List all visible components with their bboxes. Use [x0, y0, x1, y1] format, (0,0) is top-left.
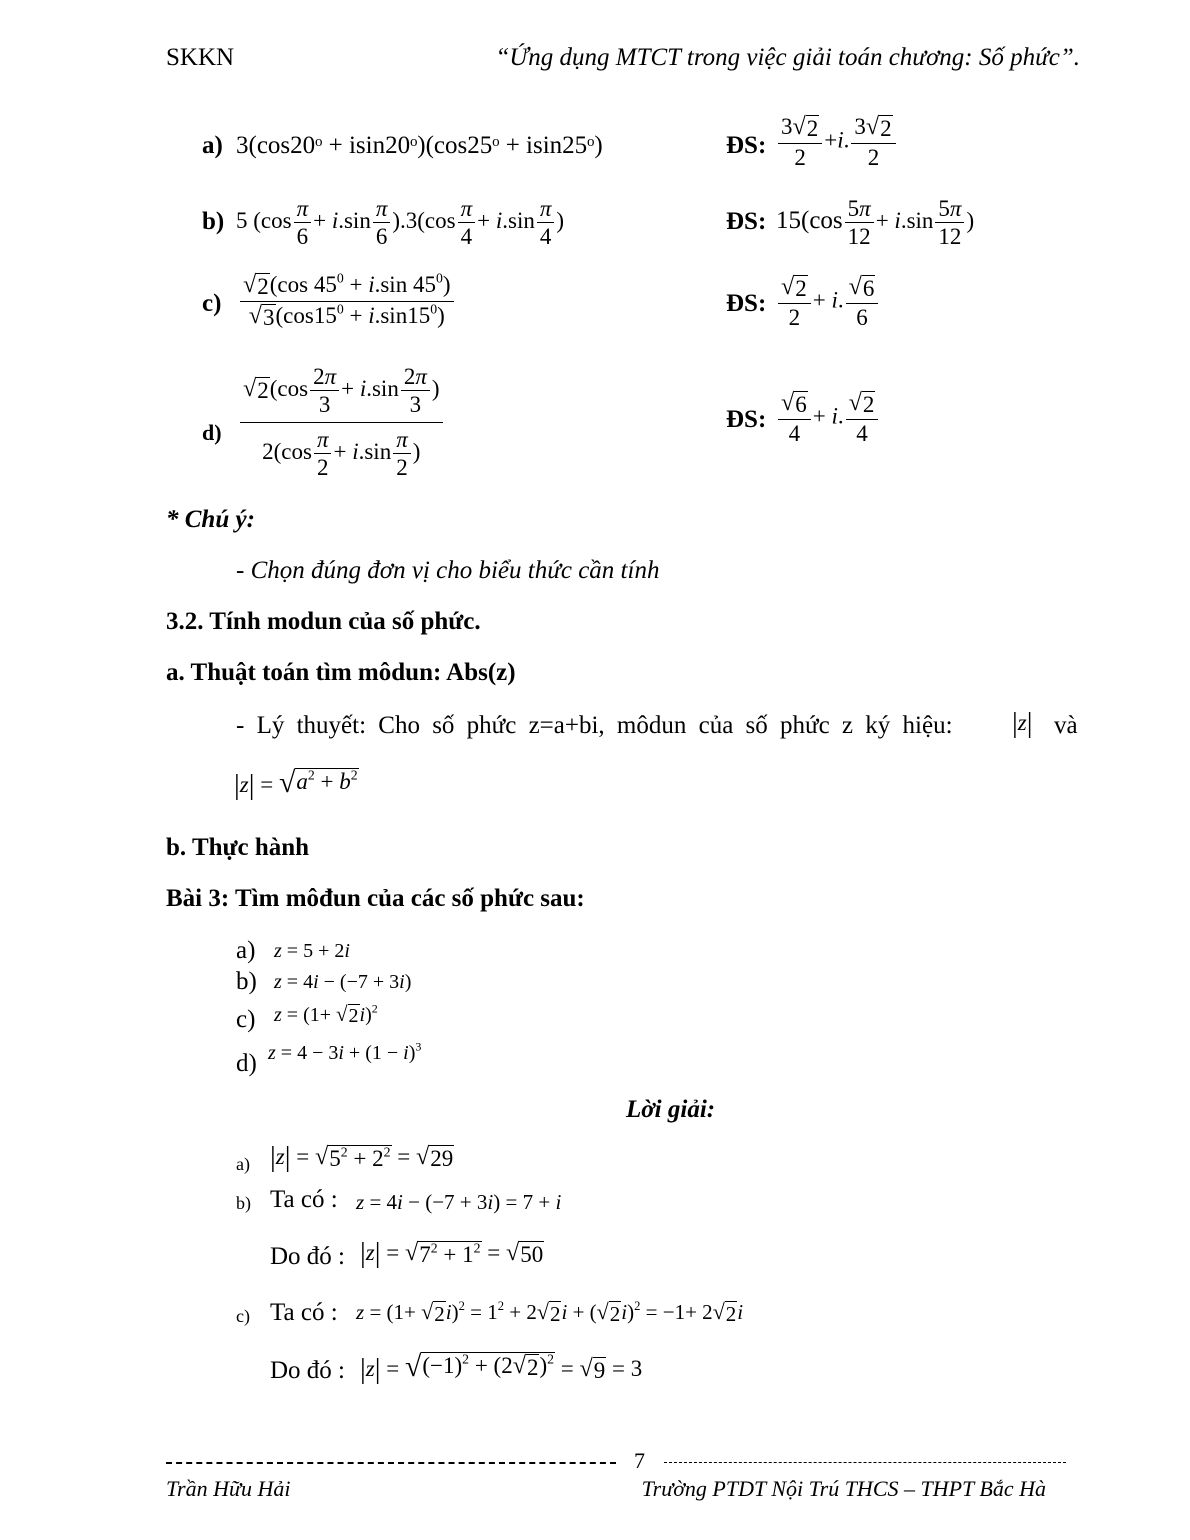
bai3-item-c-label: c) [236, 1006, 256, 1033]
exercise-b-label: b) [202, 208, 225, 235]
footer-rule-left [166, 1462, 616, 1464]
subsection-a-heading: a. Thuật toán tìm môdun: Abs(z) [166, 659, 516, 686]
bai3-item-a-expression: z = 5 + 2i [274, 940, 350, 962]
bai3-item-c-expression: z = (1+ √ 2 i)$^2$ [274, 1001, 378, 1027]
theory-modulus-symbol: |z| [1012, 707, 1033, 739]
answer-c-label: ĐS: [726, 290, 767, 317]
bai3-item-b-label: b) [236, 968, 257, 995]
bai3-item-b-expression: z = 4i − (−7 + 3i) [274, 971, 412, 993]
exercise-a-label: a) [202, 132, 223, 159]
modulus-formula: |z| = √ $a^2 + b^2$ [234, 766, 358, 801]
answer-b-label: ĐS: [726, 208, 767, 235]
note-line: - Chọn đúng đơn vị cho biểu thức cần tính [236, 557, 660, 584]
solution-c-do-do: Do đó : [270, 1357, 345, 1384]
solution-a-expression: |z| = √ $5^2 + 2^2$ = √ 29 [270, 1141, 454, 1173]
solution-b-label: b) [236, 1193, 251, 1213]
solution-c-ta-co: Ta có : [270, 1299, 338, 1326]
bai3-item-d-label: d) [236, 1050, 257, 1077]
exercise-b-expression: 5 (cos $\frac{\pi}{6}$ + i.sin $\frac{\pi}{6}$ ).3(cos $\frac{\pi}{4}$ + i.sin $\frac{\pi}{4}$ ) [236, 196, 565, 250]
exercise-c-label: c) [202, 290, 222, 317]
solution-c-modulus: |z| = √ $(-1)^2 + (2$ √ 2 )$^2$ = √ 9 = 3 [360, 1350, 643, 1385]
solution-c-expression: z = (1+ √ 2 $i)^2 = 1^2 + 2$ √ 2 i + ( √ 2 i)$^2$ = −1+ 2 √ 2 i [356, 1299, 744, 1326]
solution-title: Lời giải: [626, 1096, 716, 1123]
exercise-d-expression: √ 2 (cos $\frac{2\pi}{3}$ + i.sin $\frac{2\pi}{3}$ ) 2(cos $\frac{\pi}{2}$ + i.sin $\frac{\pi}{2}$ ) [238, 364, 445, 480]
footer-author: Trần Hữu Hải [166, 1476, 291, 1501]
answer-c-expression: √ 2 2 + i. √ 6 6 [776, 274, 880, 331]
solution-b-ta-co: Ta có : [270, 1186, 338, 1213]
solution-b-do-do: Do đó : [270, 1243, 345, 1270]
answer-d-expression: √ 6 4 + i. √ 2 4 [776, 390, 880, 447]
note-title: * Chú ý: [166, 506, 255, 533]
header-title: “Ứng dụng MTCT trong việc giải toán chương: Số phức”. [495, 44, 1080, 71]
exercise-a-expression: 3(cos20ᵒ + isin20ᵒ)(cos25ᵒ + isin25ᵒ) [236, 132, 603, 159]
bai3-title: Bài 3: Tìm môđun của các số phức sau: [166, 885, 585, 912]
answer-d-label: ĐS: [726, 406, 767, 433]
solution-b-expression: z = 4i − (−7 + 3i) = 7 + i [356, 1190, 562, 1214]
solution-a-label: a) [236, 1154, 250, 1174]
theory-va: và [1054, 712, 1078, 739]
answer-b-expression: 15(cos $\frac{5\pi}{12}$ + i.sin $\frac{5\pi}{12}$ ) [776, 196, 975, 250]
solution-b-modulus: |z| = √ $7^2 + 1^2$ = √ 50 [360, 1237, 544, 1269]
solution-c-label: c) [236, 1306, 250, 1326]
answer-a-expression: 3 √ 2 2 +i. 3 √ 2 2 [776, 114, 898, 171]
exercise-c-expression: √ 2 (cos $45^0 + i.\sin$ $45^0$) √ 3 $(\cos 15^0 + i.\sin 15^0)$ [238, 272, 456, 332]
theory-text: - Lý thuyết: Cho số phức z=a+bi, môdun của số phức z ký hiệu: [236, 712, 953, 739]
bai3-item-a-label: a) [236, 937, 256, 964]
answer-a-label: ĐS: [726, 132, 767, 159]
footer-rule-right [664, 1462, 1066, 1463]
page-number: 7 [634, 1448, 645, 1473]
exercise-d-label: d) [202, 420, 222, 445]
header-left: SKKN [166, 44, 235, 71]
section-heading: 3.2. Tính modun của số phức. [166, 608, 481, 635]
bai3-item-d-expression: $z = 4 - 3i + (1 - i)^3$ [268, 1039, 422, 1064]
footer-school: Trường PTDT Nội Trú THCS – THPT Bắc Hà [641, 1476, 1046, 1501]
subsection-b-heading: b. Thực hành [166, 834, 310, 861]
